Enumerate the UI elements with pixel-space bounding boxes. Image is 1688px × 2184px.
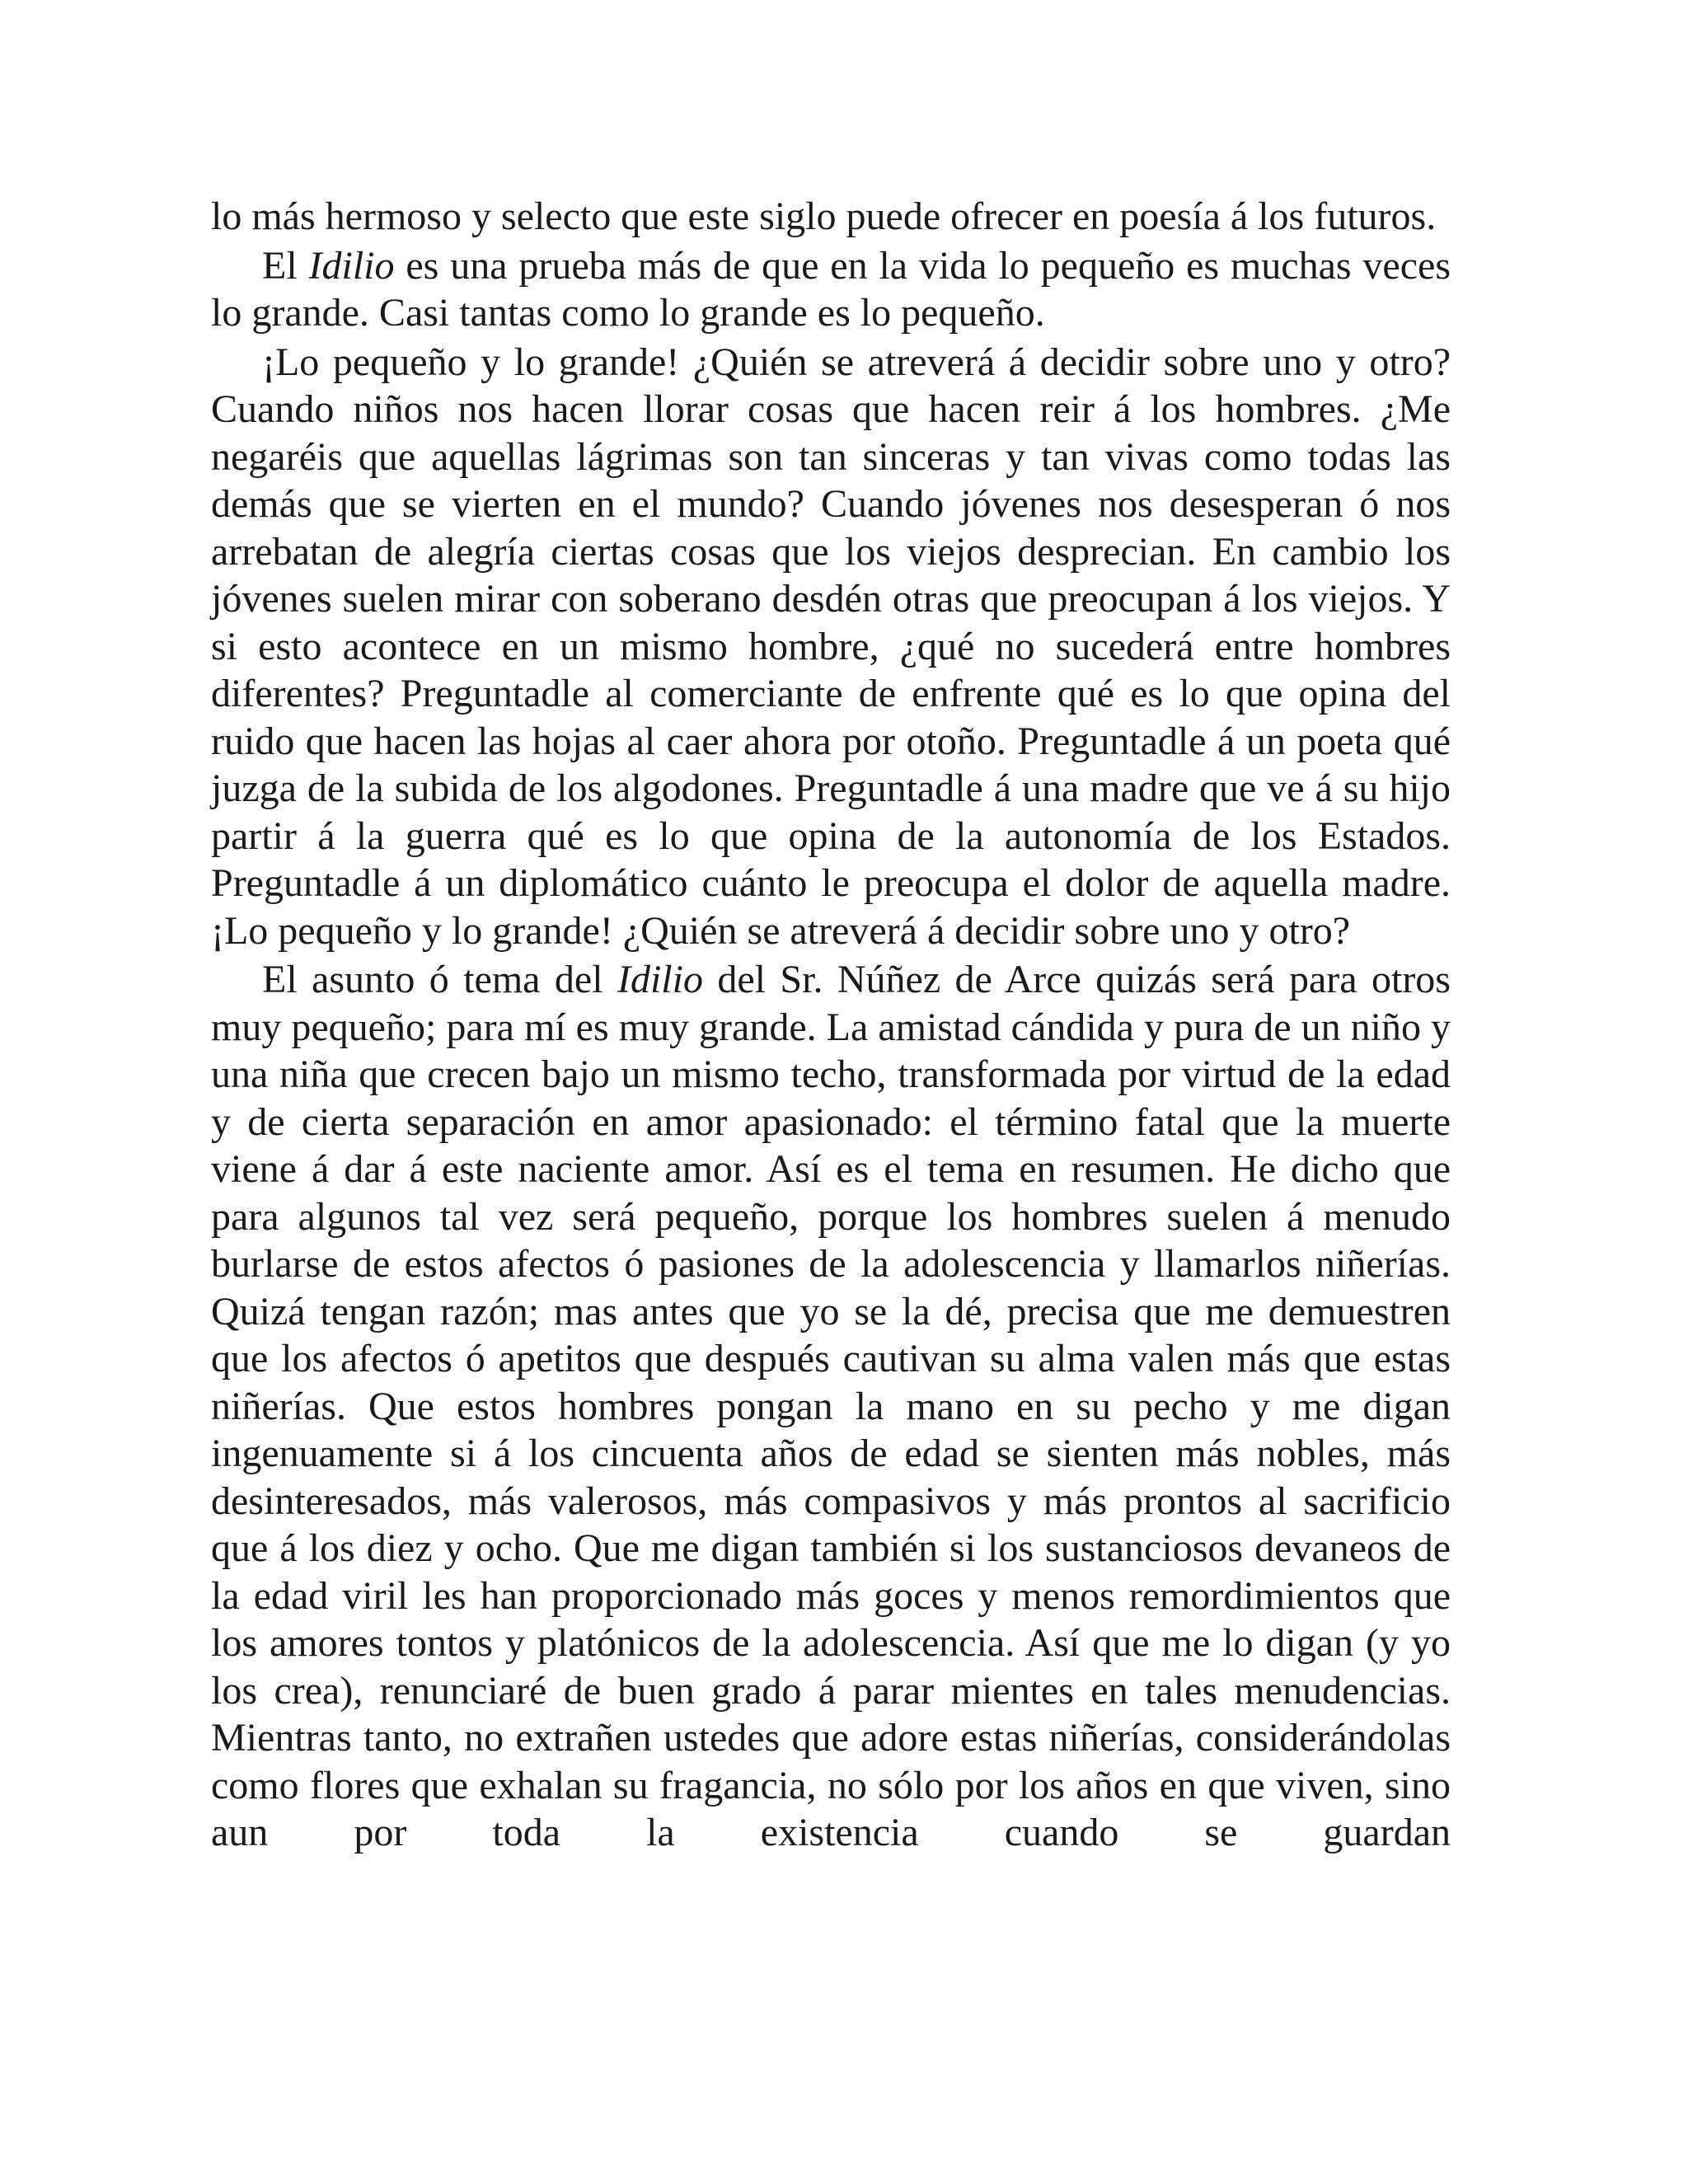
document-page xyxy=(211,193,1451,1858)
paragraph-2-pre: El xyxy=(262,243,309,288)
paragraph-3-text: ¡Lo pequeño y lo grande! ¿Quién se atreverá á decidir sobre uno y otro? Cuando niños nos hacen llorar cosas que hacen reir á los hombres. ¿Me negaréis que aquellas lágrimas son tan sinceras y tan vivas como todas las demás que se vierten en el mundo? Cuando jóvenes nos desesperan ó nos arrebatan de alegría ciertas cosas que los viejos desprecian. En cambio los jóvenes suelen mirar con soberano desdén otras que preocupan á los viejos. Y si esto acontece en un mismo hombre, ¿qué no sucederá entre hombres diferentes? Preguntadle al comerciante de enfrente qué es lo que opina del ruido que hacen las hojas al caer ahora por otoño. Preguntadle á un poeta qué juzga de la subida de los algodones. Preguntadle á una madre que ve á su hijo partir á la guerra qué es lo que opina de la autonomía de los Estados. Preguntadle á un diplomático cuánto le preocupa el dolor de aquella madre. ¡Lo pequeño y lo grande! ¿Quién se atreverá á decidir sobre uno y otro? xyxy=(211,340,1451,953)
paragraph-1 xyxy=(211,193,1451,241)
idilio-title-italic: Idilio xyxy=(308,243,395,288)
paragraph-2-post: es una prueba más de que en la vida lo pequeño es muchas veces lo grande. Casi tantas como lo grande es lo pequeño. xyxy=(211,243,1451,335)
paragraph-2 xyxy=(211,242,1451,337)
idilio-title-italic: Idilio xyxy=(617,958,703,1001)
paragraph-4-post: del Sr. Núñez de Arce quizás será para otros muy pequeño; para mí es muy grande. La amistad cándida y pura de un niño y una niña que crecen bajo un mismo techo, transformada por virtud de la edad y de cierta separación en amor apasionado: el término fatal que la muerte viene á dar á este naciente amor. Así es el tema en resumen. He dicho que para algunos tal vez será pequeño, porque los hombres suelen á menudo burlarse de estos afectos ó pasiones de la adolescencia y llamarlos niñerías. Quizá tengan razón; mas antes que yo se la dé, precisa que me demuestren que los afectos ó apetitos que después cautivan su alma valen más que estas niñerías. Que estos hombres pongan la mano en su pecho y me digan ingenuamente si á los cincuenta años de edad se sienten más nobles, más desinteresados, más valerosos, más compasivos y más prontos al sacrificio que á los diez y ocho. Que me digan también si los sustanciosos devaneos de la edad viril les han proporcionado más goces y menos remordimientos que los amores tontos y platónicos de la adolescencia. Así que me lo digan (y yo los crea), renunciaré de buen grado á parar mientes en tales menudencias. Mientras tanto, no extrañen ustedes que adore estas niñerías, considerándolas como flores que exhalan su fragancia, no sólo por los años en que viven, sino aun por toda la existencia cuando se guardan xyxy=(211,958,1451,1854)
paragraph-4 xyxy=(211,956,1451,1857)
paragraph-3 xyxy=(211,339,1451,955)
paragraph-4-pre: El asunto ó tema del xyxy=(262,958,617,1001)
paragraph-1-text: lo más hermoso y selecto que este siglo puede ofrecer en poesía á los futuros. xyxy=(211,194,1437,238)
